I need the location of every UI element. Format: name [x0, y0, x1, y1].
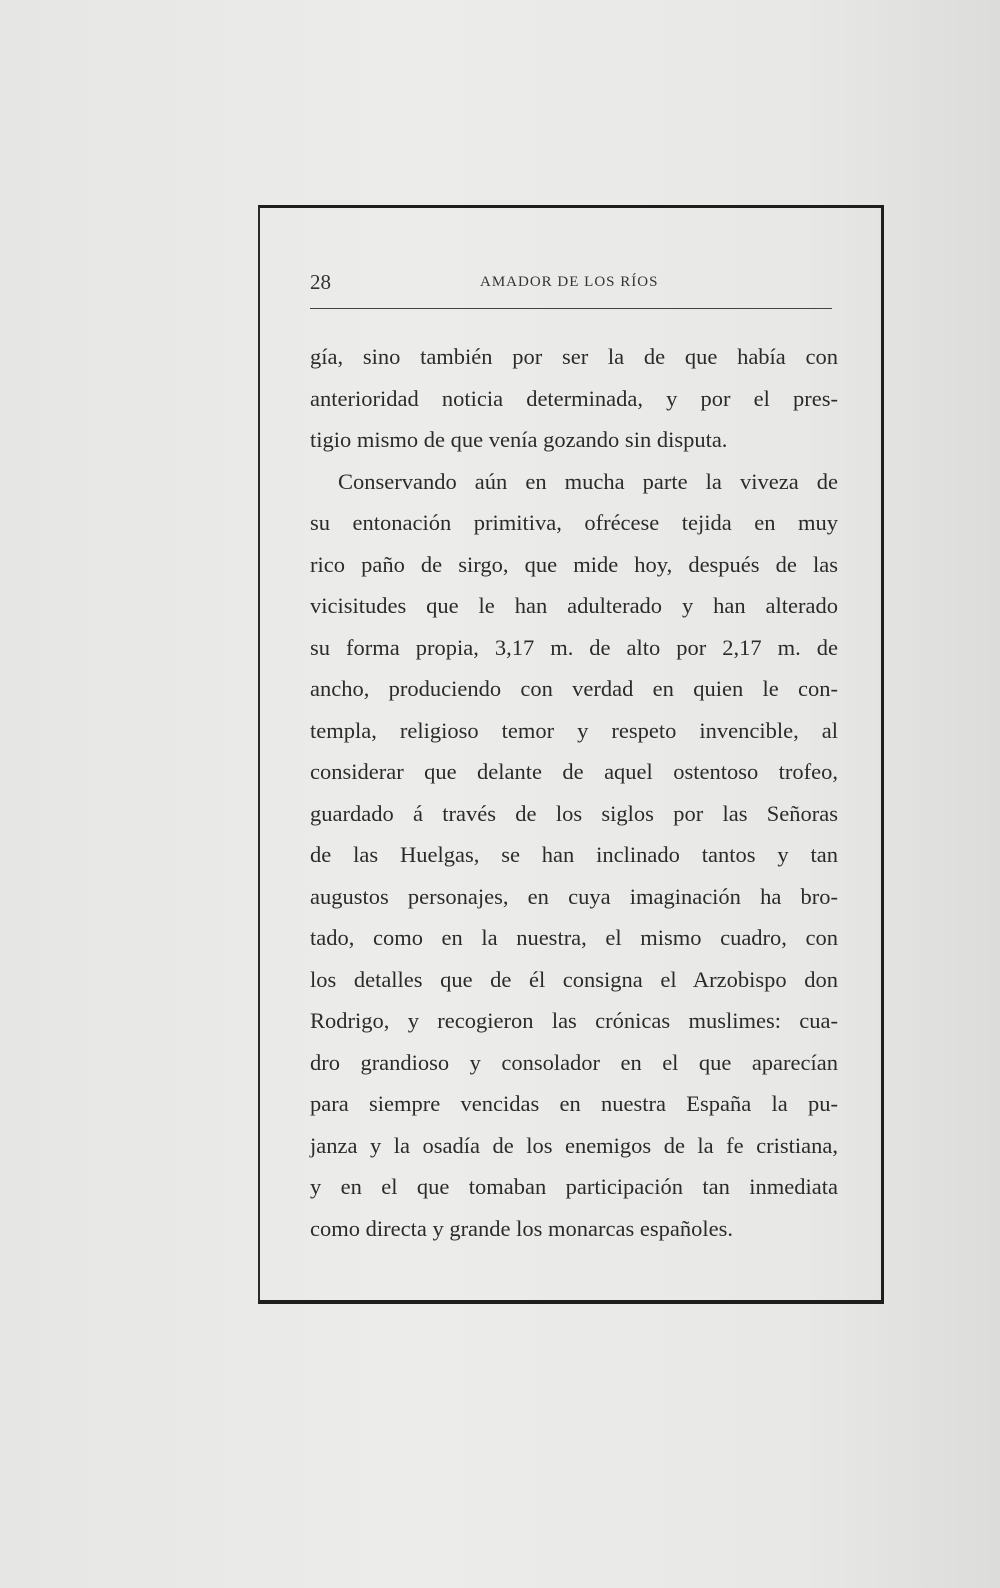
text-line: Rodrigo, y recogieron las crónicas muslimes: cua-: [310, 1008, 838, 1033]
text-line: dro grandioso y consolador en el que aparecían: [310, 1049, 838, 1075]
text-line: su entonación primitiva, ofrécese tejida en muy: [310, 510, 838, 535]
text-line: tado, como en la nuestra, el mismo cuadro, con: [310, 925, 838, 950]
body-text: [310, 336, 838, 1249]
text-line: de las Huelgas, se han inclinado tantos y tan: [310, 842, 838, 867]
text-line: tigio mismo de que venía gozando sin disputa.: [310, 427, 728, 452]
text-line: su forma propia, 3,17 m. de alto por 2,17 m. de: [310, 634, 838, 660]
text-line: janza y la osadía de los enemigos de la fe cristiana,: [310, 1132, 838, 1158]
text-line: vicisitudes que le han adulterado y han alterado: [310, 593, 838, 618]
text-line: como directa y grande los monarcas españoles.: [310, 1215, 733, 1241]
text-line: templa, religioso temor y respeto invencible, al: [310, 717, 838, 743]
page-number: 28: [310, 270, 331, 294]
text-line: rico paño de sirgo, que mide hoy, después de las: [310, 551, 838, 577]
text-line: Conservando aún en mucha parte la viveza de: [338, 468, 838, 494]
running-head: AMADOR DE LOS RÍOS: [480, 274, 659, 290]
page-header: [310, 270, 832, 300]
text-line: para siempre vencidas en nuestra España la pu-: [310, 1091, 838, 1116]
text-line: y en el que tomaban participación tan inmediata: [310, 1174, 838, 1199]
header-rule: [310, 308, 832, 309]
text-line: considerar que delante de aquel ostentoso trofeo,: [310, 759, 838, 784]
text-line: los detalles que de él consigna el Arzobispo don: [310, 966, 838, 992]
text-line: augustos personajes, en cuya imaginación ha bro-: [310, 883, 838, 909]
text-line: ancho, produciendo con verdad en quien le con-: [310, 676, 838, 701]
text-line: anterioridad noticia determinada, y por el pres-: [310, 385, 838, 411]
text-line: guardado á través de los siglos por las Señoras: [310, 800, 838, 826]
text-line: gía, sino también por ser la de que había con: [310, 344, 838, 369]
